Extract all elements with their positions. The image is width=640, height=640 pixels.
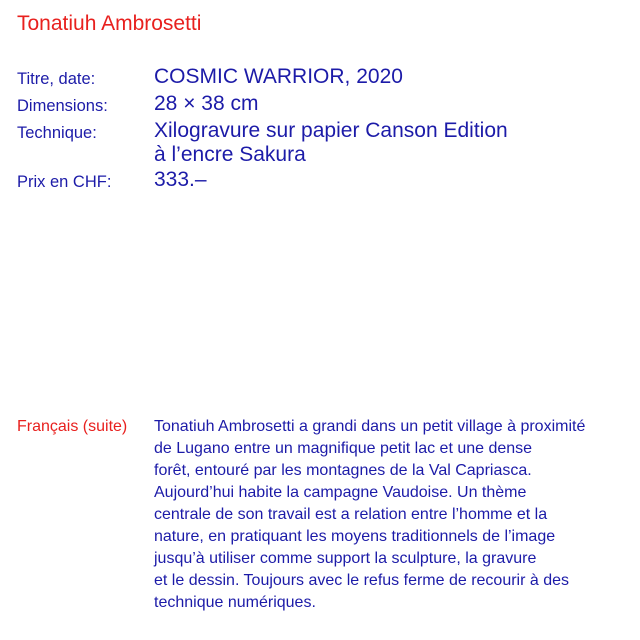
technique-row <box>17 118 627 167</box>
artwork-details <box>17 64 627 194</box>
price-value: 333.– <box>154 168 207 191</box>
technique-value-line1: Xilogravure sur papier Canson Edition <box>154 119 508 142</box>
price-label: Prix en CHF: <box>17 173 112 191</box>
technique-value-line2: à l’encre Sakura <box>154 143 306 166</box>
title-row <box>17 64 627 91</box>
technique-label: Technique: <box>17 124 97 142</box>
dimensions-row <box>17 91 627 118</box>
dimensions-label: Dimensions: <box>17 97 108 115</box>
description-text: Tonatiuh Ambrosetti a grandi dans un petit village à proximité de Lugano entre un magnifique petit lac et une dense forêt, entouré par les montagnes de la Val Capriasca. Aujourd’hui habite la campagne Vaudoise. Un thème centrale de son travail est a relation entre l’homme et la nature, en pratiquant les moyens traditionnels de l’image jusqu’à utiliser comme support la sculpture, la gravure et le dessin. Toujours avec le refus ferme de recourir à des technique numériques. <box>154 418 586 611</box>
technique-value <box>154 118 508 167</box>
artist-name: Tonatiuh Ambrosetti <box>17 12 202 35</box>
description-section <box>17 416 629 614</box>
title-value: COSMIC WARRIOR, 2020 <box>154 65 403 88</box>
price-row <box>17 167 627 194</box>
dimensions-value: 28 × 38 cm <box>154 92 259 115</box>
title-label: Titre, date: <box>17 70 96 88</box>
description-label: Français (suite) <box>17 418 128 435</box>
